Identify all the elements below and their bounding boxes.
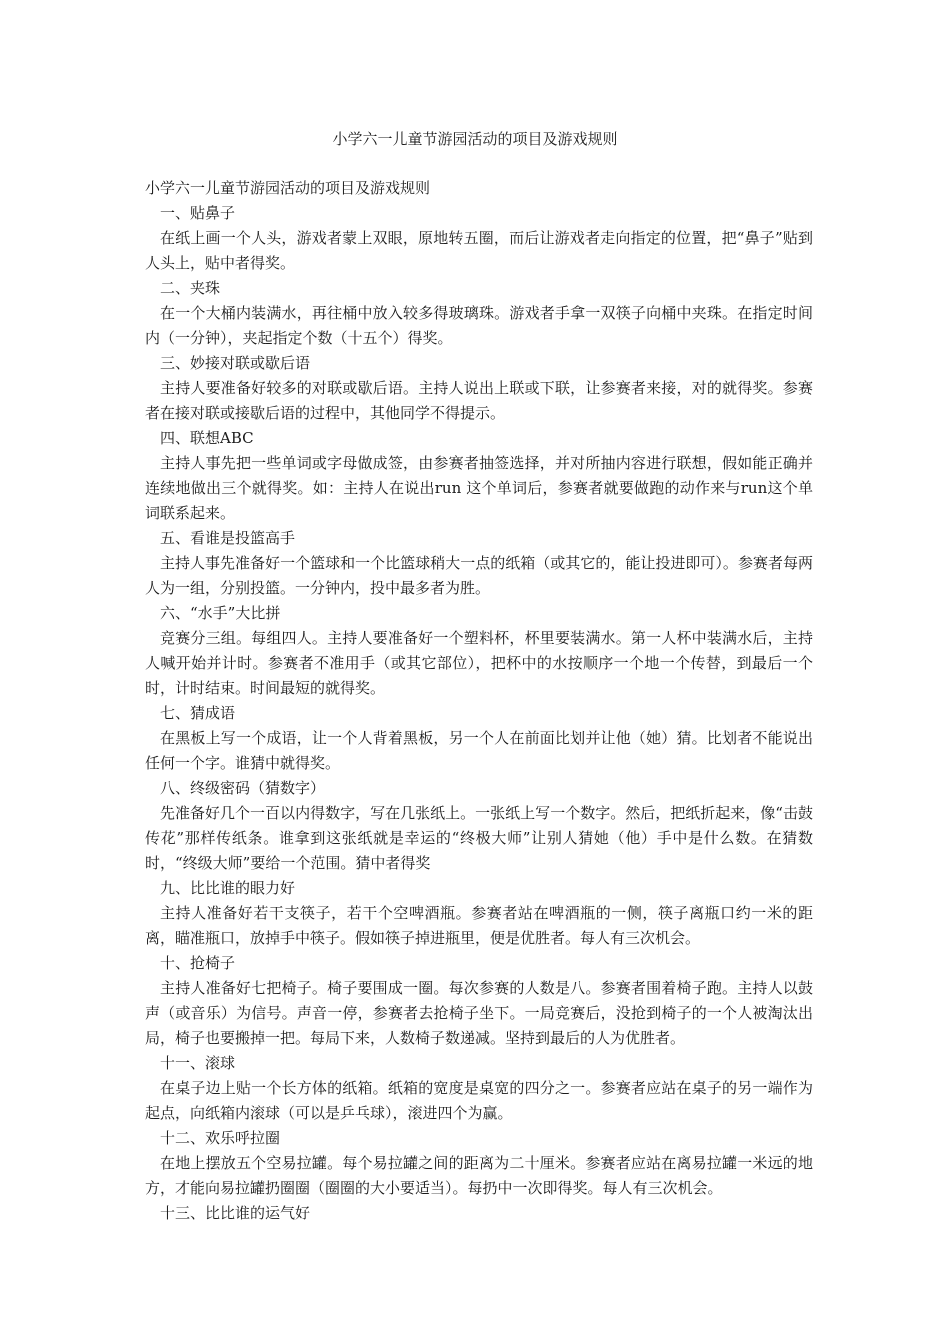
- section-heading-5: 五、看谁是投篮高手: [160, 529, 296, 547]
- section-heading-3: 三、妙接对联或歇后语: [160, 354, 311, 372]
- page-title: 小学六一儿童节游园活动的项目及游戏规则: [332, 130, 618, 148]
- section-body-5: 主持人事先准备好一个篮球和一个比篮球稍大一点的纸箱（或其它的，能让投进即可）。参赛者每两人为一组，分别投篮。一分钟内，投中最多者为胜。: [145, 554, 813, 597]
- section-heading-9: 九、比比谁的眼力好: [160, 879, 296, 897]
- section-heading-4: 四、联想ABC: [160, 429, 254, 447]
- section-body-11: 在桌子边上贴一个长方体的纸箱。纸箱的宽度是桌宽的四分之一。参赛者应站在桌子的另一端作为起点，向纸箱内滚球（可以是乒乓球），滚进四个为赢。: [145, 1079, 813, 1122]
- section-body-2: 在一个大桶内装满水，再往桶中放入较多得玻璃珠。游戏者手拿一双筷子向桶中夹珠。在指定时间内（一分钟），夹起指定个数（十五个）得奖。: [145, 304, 813, 347]
- section-body-3: 主持人要准备好较多的对联或歇后语。主持人说出上联或下联，让参赛者来接，对的就得奖。参赛者在接对联或接歇后语的过程中，其他同学不得提示。: [145, 379, 813, 422]
- section-body-9: 主持人准备好若干支筷子，若干个空啤酒瓶。参赛者站在啤酒瓶的一侧，筷子离瓶口约一米的距离，瞄准瓶口，放掉手中筷子。假如筷子掉进瓶里，便是优胜者。每人有三次机会。: [145, 904, 813, 947]
- section-heading-12: 十二、欢乐呼拉圈: [160, 1129, 281, 1147]
- section-heading-2: 二、夹珠: [160, 279, 221, 297]
- section-heading-11: 十一、滚球: [160, 1054, 236, 1072]
- document-body: [145, 176, 813, 1226]
- section-heading-7: 七、猜成语: [160, 704, 236, 722]
- section-heading-6: 六、“水手”大比拼: [160, 604, 281, 622]
- section-body-1: 在纸上画一个人头，游戏者蒙上双眼，原地转五圈，而后让游戏者走向指定的位置，把“鼻子”贴到人头上，贴中者得奖。: [145, 229, 813, 272]
- section-body-6: 竞赛分三组。每组四人。主持人要准备好一个塑料杯，杯里要装满水。第一人杯中装满水后，主持人喊开始并计时。参赛者不准用手（或其它部位），把杯中的水按顺序一个地一个传替，到最后一个时，计时结束。时间最短的就得奖。: [145, 629, 813, 697]
- section-heading-10: 十、抢椅子: [160, 954, 236, 972]
- section-body-7: 在黑板上写一个成语，让一个人背着黑板，另一个人在前面比划并让他（她）猜。比划者不能说出任何一个字。谁猜中就得奖。: [145, 729, 813, 772]
- section-heading-1: 一、贴鼻子: [160, 204, 236, 222]
- section-body-4: 主持人事先把一些单词或字母做成签，由参赛者抽签选择，并对所抽内容进行联想，假如能正确并连续地做出三个就得奖。如：主持人在说出run 这个单词后，参赛者就要做跑的动作来与run这个单词联系起来。: [145, 454, 813, 522]
- section-heading-8: 八、终级密码（猜数字）: [160, 779, 326, 797]
- document-subtitle: 小学六一儿童节游园活动的项目及游戏规则: [145, 179, 431, 197]
- section-body-10: 主持人准备好七把椅子。椅子要围成一圈。每次参赛的人数是八。参赛者围着椅子跑。主持人以鼓声（或音乐）为信号。声音一停，参赛者去抢椅子坐下。一局竞赛后，没抢到椅子的一个人被淘汰出局，椅子也要搬掉一把。每局下来，人数椅子数递减。坚持到最后的人为优胜者。: [145, 979, 813, 1047]
- section-heading-13: 十三、比比谁的运气好: [160, 1204, 311, 1222]
- section-body-12: 在地上摆放五个空易拉罐。每个易拉罐之间的距离为二十厘米。参赛者应站在离易拉罐一米远的地方，才能向易拉罐扔圈圈（圈圈的大小要适当）。每扔中一次即得奖。每人有三次机会。: [145, 1154, 813, 1197]
- section-body-8: 先准备好几个一百以内得数字，写在几张纸上。一张纸上写一个数字。然后，把纸折起来，像“击鼓传花”那样传纸条。谁拿到这张纸就是幸运的“终极大师”让别人猜她（他）手中是什么数。在猜数时，“终级大师”要给一个范围。猜中者得奖: [145, 804, 813, 872]
